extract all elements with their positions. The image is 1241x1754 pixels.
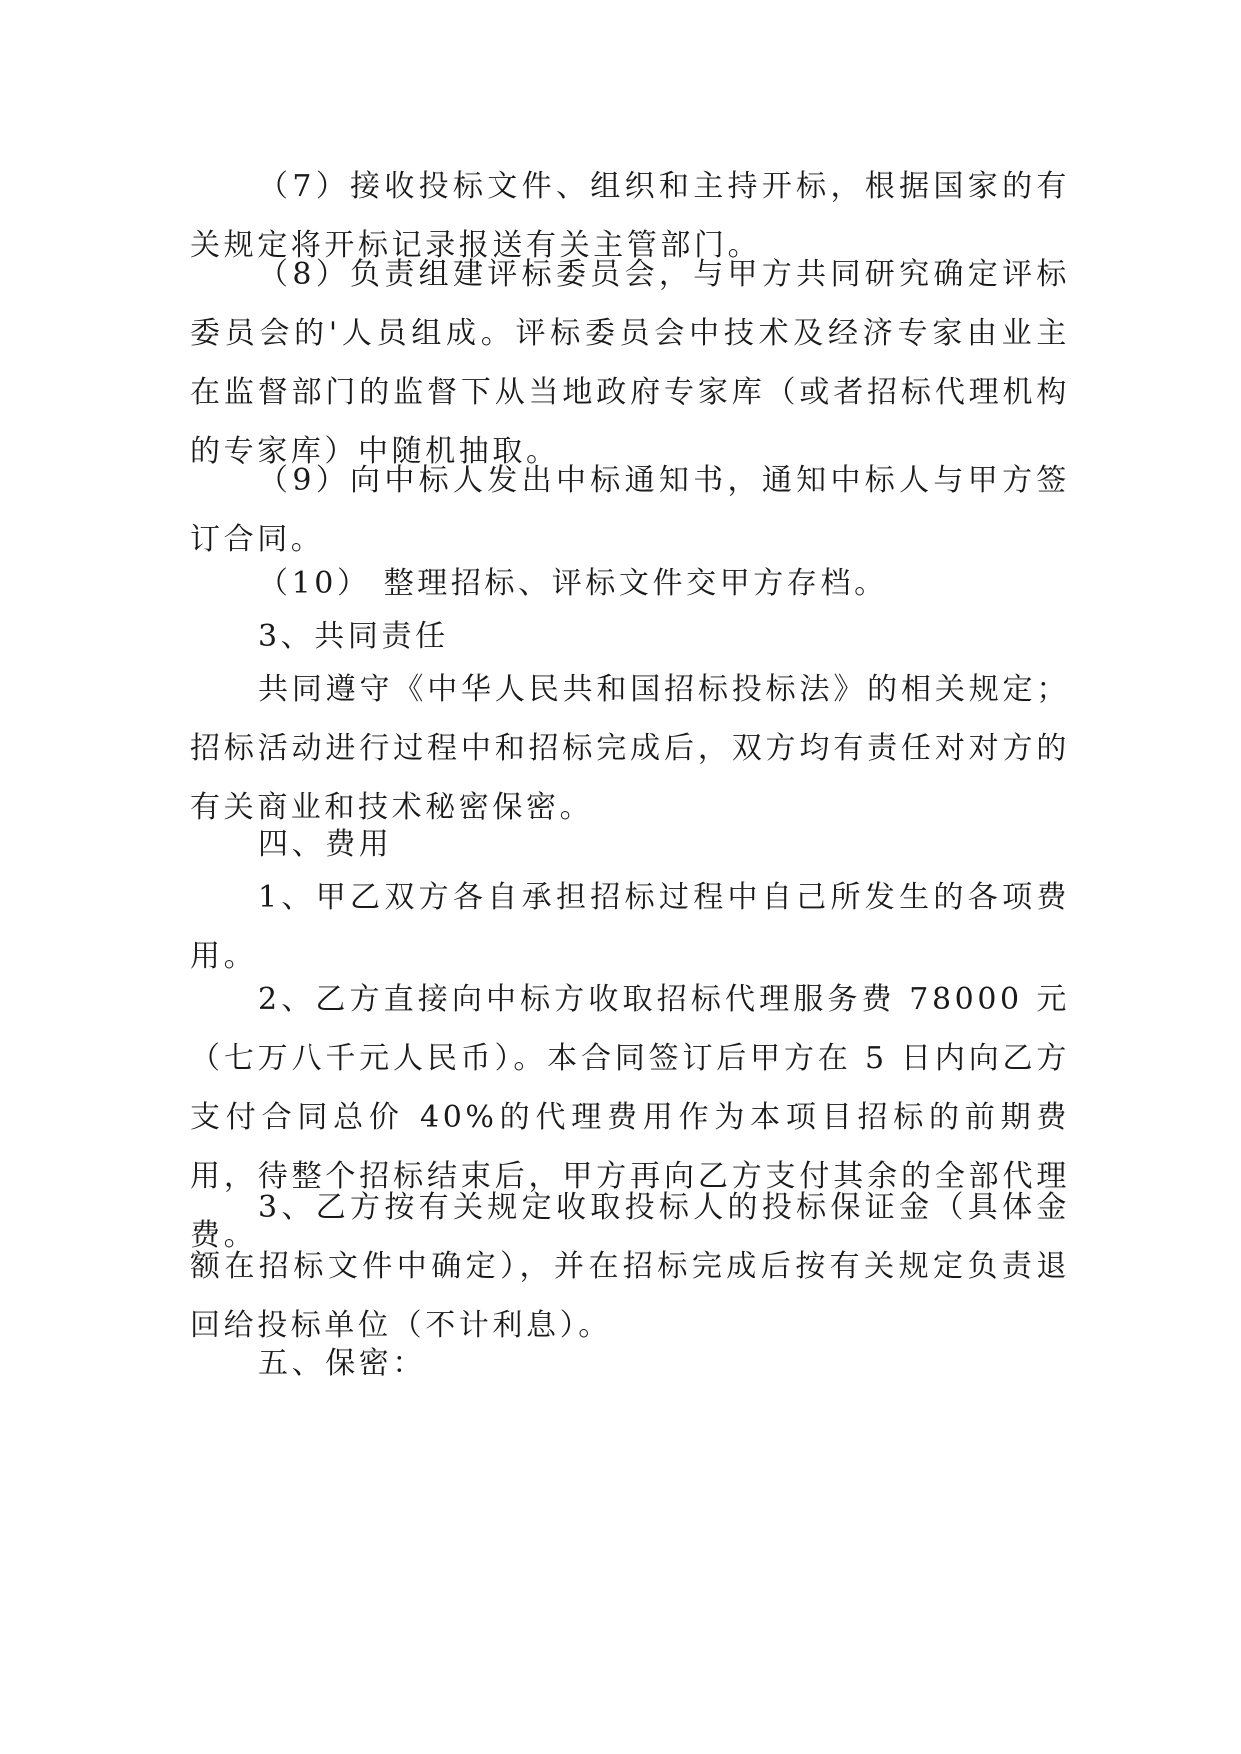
paragraph-fee-3: 3、乙方按有关规定收取投标人的投标保证金（具体金额在招标文件中确定），并在招标完成后按有关规定负责退回给投标单位（不计利息）。 — [190, 1190, 1070, 1343]
section-heading-confidentiality: 五、保密： — [258, 1346, 426, 1381]
paragraph-joint-responsibility: 共同遵守《中华人民共和国招标投标法》的相关规定；招标活动进行过程中和招标完成后，双方均有责任对对方的有关商业和技术秘密保密。 — [190, 672, 1070, 825]
paragraph-fee-2: 2、乙方直接向中标方收取招标代理服务费 78000 元（七万八千元人民币）。本合同签订后甲方在 5 日内向乙方支付合同总价 40%的代理费用作为本项目招标的前期费用，待整个招标结束后，甲方再向乙方支付其余的全部代理费。 — [190, 982, 1070, 1253]
paragraph-item-9: （9）向中标人发出中标通知书，通知中标人与甲方签订合同。 — [190, 463, 1070, 557]
paragraph-fee-1: 1、甲乙双方各自承担招标过程中自己所发生的各项费用。 — [190, 880, 1070, 974]
paragraph-item-10: （10） 整理招标、评标文件交甲方存档。 — [258, 566, 888, 601]
section-heading-fees: 四、费用 — [258, 827, 393, 862]
paragraph-item-8: （8）负责组建评标委员会，与甲方共同研究确定评标委员会的'人员组成。评标委员会中技术及经济专家由业主在监督部门的监督下从当地政府专家库（或者招标代理机构的专家库）中随机抽取。 — [190, 257, 1070, 469]
paragraph-item-7: （7）接收投标文件、组织和主持开标，根据国家的有关规定将开标记录报送有关主管部门。 — [190, 169, 1070, 263]
section-heading-joint-responsibility: 3、共同责任 — [258, 619, 449, 654]
